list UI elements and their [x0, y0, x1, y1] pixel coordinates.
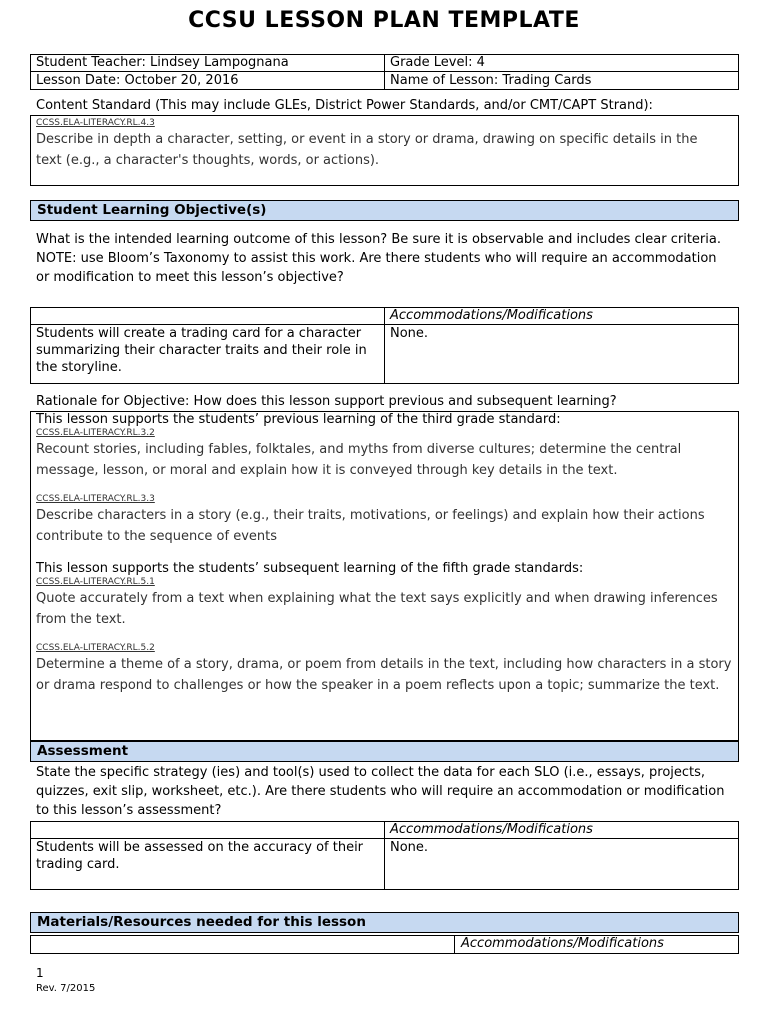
assessment-accom-header: Accommodations/Modifications — [390, 822, 593, 837]
grade-level: Grade Level: 4 — [390, 55, 485, 70]
page-number: 1 — [36, 966, 44, 980]
rationale-std4-code[interactable]: CCSS.ELA-LITERACY.RL.5.2 — [36, 643, 155, 653]
rationale-label: Rationale for Objective: How does this lesson support previous and subsequent learning? — [36, 394, 617, 409]
assessment-prompt: State the specific strategy (ies) and tool(s) used to collect the data for each SLO (i.e., essays, projects, quizzes, exit slip, worksheet, etc.). Are there students who will require an accommodation or modification to this lesson’s assessment? — [36, 765, 725, 818]
slo-prompt-line2: NOTE: use Bloom’s Taxonomy to assist this work. Are there students who will require an accommodation or modification to meet this lesson’s objective? — [36, 251, 717, 285]
assessment-description: Students will be assessed on the accuracy of their trading card. — [36, 840, 364, 872]
rationale-std3-code[interactable]: CCSS.ELA-LITERACY.RL.5.1 — [36, 577, 155, 587]
lesson-date: Lesson Date: October 20, 2016 — [36, 73, 239, 88]
content-standard-label: Content Standard (This may include GLEs, District Power Standards, and/or CMT/CAPT Strand): — [36, 98, 653, 113]
materials-accom-header: Accommodations/Modifications — [461, 936, 664, 951]
rationale-subsequent-intro: This lesson supports the students’ subsequent learning of the fifth grade standards: — [36, 561, 584, 576]
rationale-previous-intro: This lesson supports the students’ previous learning of the third grade standard: — [36, 412, 561, 427]
revision-label: Rev. 7/2015 — [36, 983, 96, 994]
materials-table-col-divider — [454, 935, 455, 954]
rationale-std2-text: Describe characters in a story (e.g., their traits, motivations, or feelings) and explain how their actions contribute to the sequence of events — [36, 508, 705, 544]
rationale-body — [36, 411, 732, 696]
student-teacher: Student Teacher: Lindsey Lampognana — [36, 55, 289, 70]
slo-prompt — [36, 230, 726, 287]
info-table-col-divider — [384, 54, 385, 90]
page-title: CCSU LESSON PLAN TEMPLATE — [188, 8, 580, 33]
slo-prompt-line1: What is the intended learning outcome of this lesson? Be sure it is observable and includes clear criteria. — [36, 232, 721, 247]
slo-objective: Students will create a trading card for a character summarizing their character traits and their role in the storyline. — [36, 326, 367, 375]
slo-accom-value: None. — [390, 326, 429, 341]
slo-accom-header: Accommodations/Modifications — [390, 308, 593, 323]
rationale-std4-text: Determine a theme of a story, drama, or poem from details in the text, including how characters in a story or drama respond to challenges or how the speaker in a poem reflects upon a topic; summarize the text. — [36, 657, 732, 693]
assessment-accom-value: None. — [390, 840, 429, 855]
assessment-table-col-divider — [384, 821, 385, 890]
slo-table-col-divider — [384, 307, 385, 384]
assessment-heading: Assessment — [30, 741, 739, 762]
rationale-std1-code[interactable]: CCSS.ELA-LITERACY.RL.3.2 — [36, 428, 155, 438]
content-standard-body — [36, 117, 726, 171]
content-standard-text: Describe in depth a character, setting, or event in a story or drama, drawing on specific details in the text (e.g., a character's thoughts, words, or actions). — [36, 132, 698, 168]
content-standard-code[interactable]: CCSS.ELA-LITERACY.RL.4.3 — [36, 118, 155, 128]
rationale-std1-text: Recount stories, including fables, folktales, and myths from diverse cultures; determine the central message, lesson, or moral and explain how it is conveyed through key details in the text. — [36, 442, 682, 478]
rationale-std3-text: Quote accurately from a text when explaining what the text says explicitly and when drawing inferences from the text. — [36, 591, 718, 627]
rationale-std2-code[interactable]: CCSS.ELA-LITERACY.RL.3.3 — [36, 494, 155, 504]
slo-heading: Student Learning Objective(s) — [30, 200, 739, 221]
lesson-name: Name of Lesson: Trading Cards — [390, 73, 592, 88]
materials-heading: Materials/Resources needed for this lesson — [30, 912, 739, 933]
